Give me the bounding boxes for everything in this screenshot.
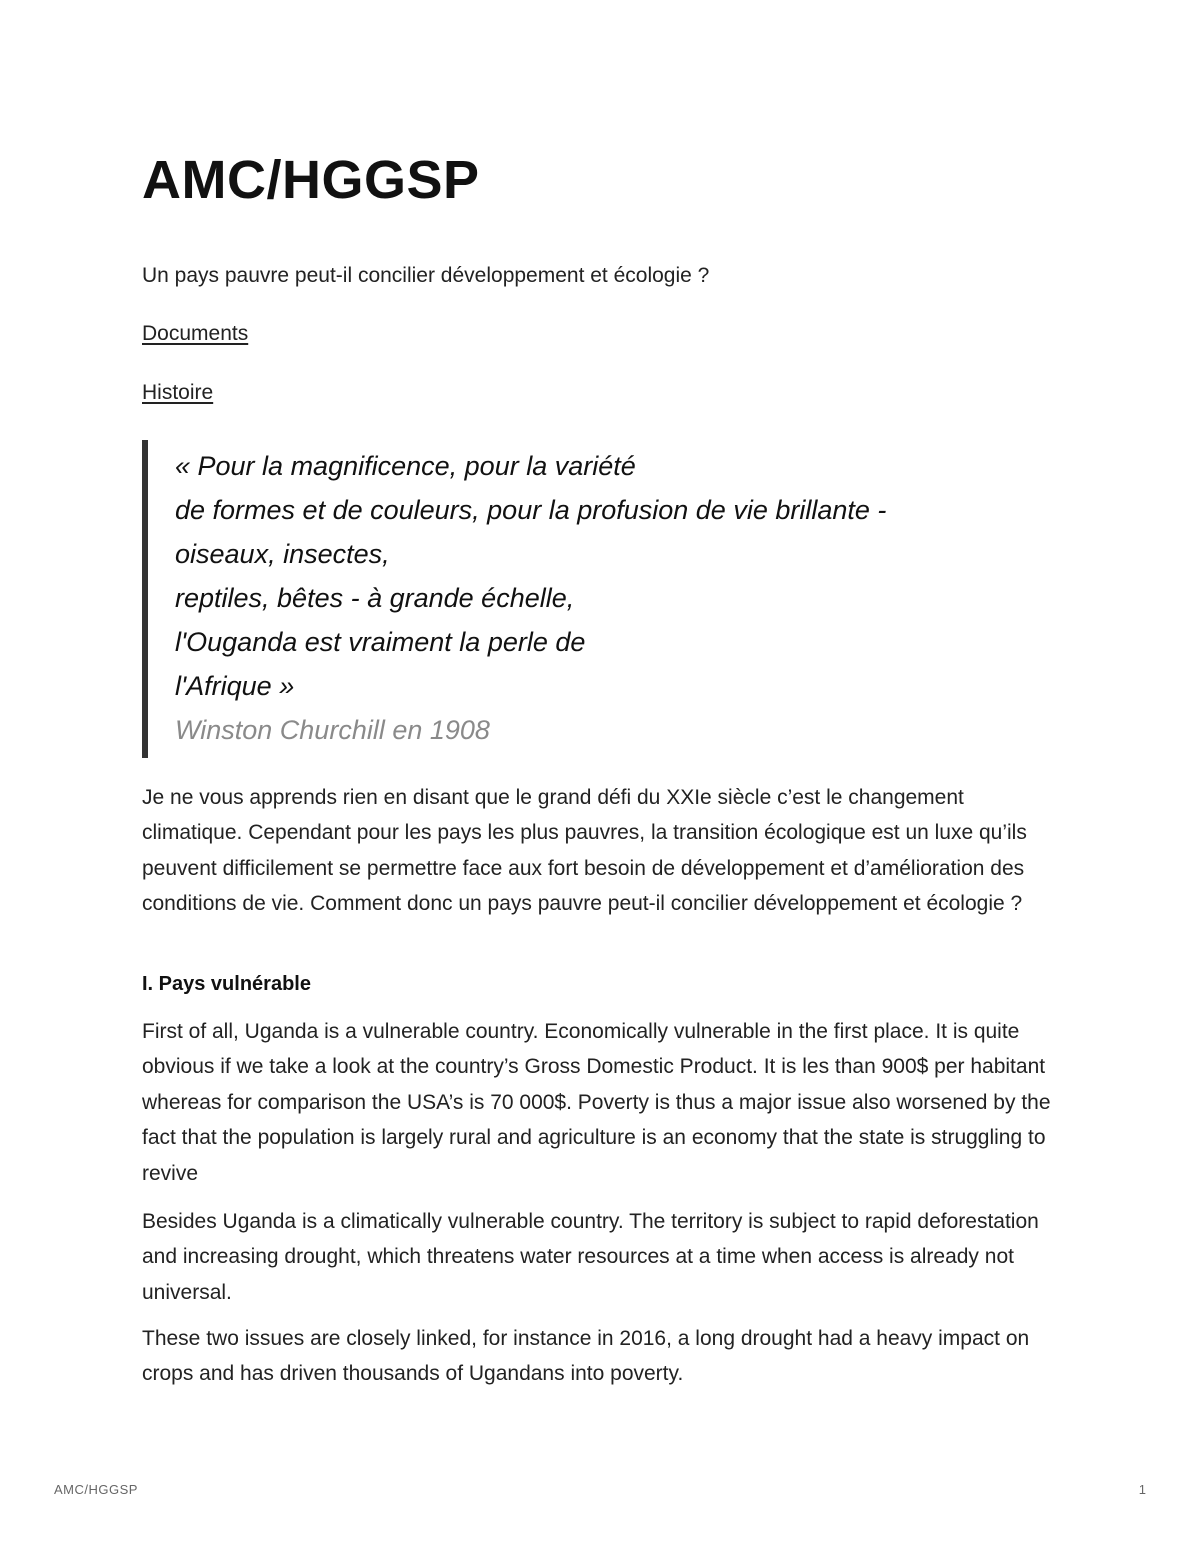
document-subtitle: Un pays pauvre peut-il concilier développement et écologie ? bbox=[142, 264, 710, 287]
quote-line: oiseaux, insectes, bbox=[175, 539, 390, 569]
documents-link[interactable]: Documents bbox=[142, 322, 249, 345]
page-title: AMC/HGGSP bbox=[142, 150, 480, 210]
histoire-link[interactable]: Histoire bbox=[142, 381, 214, 404]
quote-line: de formes et de couleurs, pour la profusion de vie brillante - bbox=[175, 495, 887, 525]
quote-line: reptiles, bêtes - à grande échelle, bbox=[175, 583, 575, 613]
body-paragraph: These two issues are closely linked, for instance in 2016, a long drought had a heavy impact on crops and has driven thousands of Ugandans into poverty. bbox=[142, 1327, 1030, 1386]
churchill-quote bbox=[142, 440, 1055, 758]
intro-paragraph: Je ne vous apprends rien en disant que le grand défi du XXIe siècle c’est le changement climatique. Cependant pour les pays les plus pauvres, la transition écologique est un luxe qu’ils peuvent difficilement se permettre face aux fort besoin de développement et d’amélioration des conditions de vie. Comment donc un pays pauvre peut-il concilier développement et écologie ? bbox=[142, 786, 1027, 916]
quote-line: l'Ouganda est vraiment la perle de bbox=[175, 627, 586, 657]
quote-line: l'Afrique » bbox=[175, 671, 295, 701]
section-heading: I. Pays vulnérable bbox=[142, 973, 311, 995]
footer-label: AMC/HGGSP bbox=[54, 1482, 138, 1497]
quote-line: « Pour la magnificence, pour la variété bbox=[175, 451, 636, 481]
quote-author: Winston Churchill en 1908 bbox=[175, 715, 490, 745]
page-number: 1 bbox=[1138, 1482, 1146, 1497]
body-paragraph: Besides Uganda is a climatically vulnerable country. The territory is subject to rapid deforestation and increasing drought, which threatens water resources at a time when access is already not universal. bbox=[142, 1210, 1039, 1304]
body-paragraph: First of all, Uganda is a vulnerable country. Economically vulnerable in the first place. It is quite obvious if we take a look at the country’s Gross Domestic Product. It is les than 900$ per habitant whereas for comparison the USA’s is 70 000$. Poverty is thus a major issue also worsened by the fact that the population is largely rural and agriculture is an economy that the state is struggling to revive bbox=[142, 1020, 1051, 1185]
